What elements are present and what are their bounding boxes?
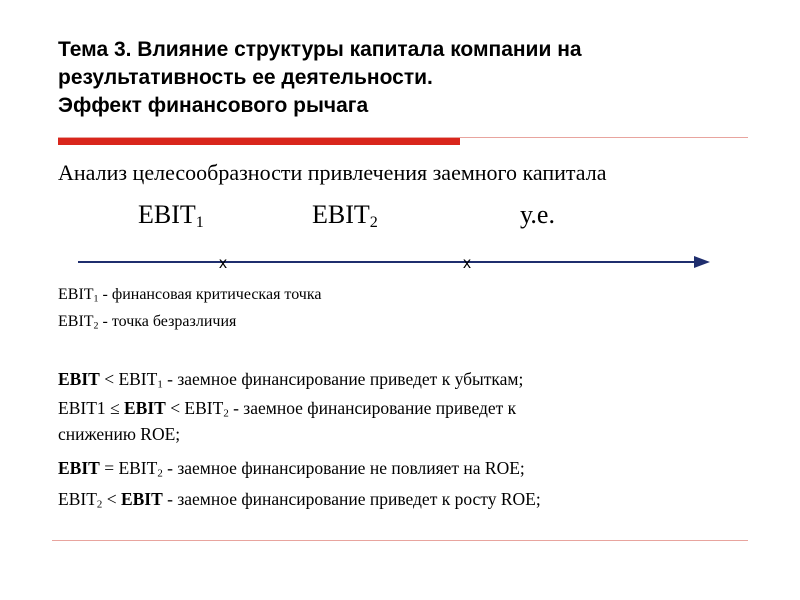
rule-roe-neutral-c: - заемное финансирование не повлияет на ROE;	[162, 458, 525, 478]
title-line-2: результативность ее деятельности.	[58, 66, 433, 89]
rule-roe-decrease-sub: 2	[223, 407, 229, 420]
ebit2-axis-label-base: EBIT	[312, 200, 370, 229]
footer-divider	[52, 540, 748, 541]
ebit1-axis-label-base: EBIT	[138, 200, 196, 229]
definition-ebit1-sub: 1	[93, 293, 99, 305]
title-line-1: Тема 3. Влияние структуры капитала компании на	[58, 38, 582, 61]
definition-ebit1-text: - финансовая критическая точка	[98, 286, 322, 303]
definition-ebit2	[58, 309, 236, 339]
ebit2-mark: x	[463, 255, 471, 272]
rule-roe-increase-sub: 2	[96, 498, 103, 511]
rule-loss-c: - заемное финансирование приведет к убыткам;	[162, 369, 524, 389]
rule-loss	[58, 366, 523, 398]
axis-arrow-head-icon	[694, 256, 710, 268]
title-line-3: Эффект финансового рычага	[58, 94, 369, 117]
rule-roe-increase-b: <	[102, 489, 121, 509]
definition-ebit2-text: - точка безразличия	[98, 313, 237, 330]
rule-roe-increase	[58, 486, 541, 518]
ebit1-axis-label-sub: 1	[195, 214, 204, 232]
ebit1-mark: x	[219, 255, 227, 272]
axis-unit-label: у.е.	[520, 200, 555, 229]
definition-ebit2-sub: 2	[93, 320, 99, 332]
rule-roe-neutral	[58, 455, 525, 487]
rule-roe-neutral-a: EBIT	[58, 458, 100, 478]
definition-ebit1-base: EBIT	[58, 286, 94, 303]
rule-loss-sub: 1	[157, 378, 163, 391]
rule-roe-neutral-sub: 2	[157, 467, 163, 480]
ebit2-axis-label-sub: 2	[369, 214, 378, 232]
rule-loss-b: < EBIT	[99, 369, 158, 389]
definition-ebit2-base: EBIT	[58, 313, 94, 330]
rule-roe-decrease-a: EBIT1 ≤	[58, 398, 124, 418]
rule-roe-decrease-b: EBIT	[123, 398, 166, 418]
rule-roe-decrease-d: - заемное финансирование приведет к	[228, 398, 517, 418]
rule-roe-increase-d: - заемное финансирование приведет к росту ROE;	[162, 489, 541, 509]
rule-loss-a: EBIT	[58, 369, 100, 389]
rule-roe-increase-c: EBIT	[120, 489, 163, 509]
rule-roe-neutral-b: = EBIT	[99, 458, 158, 478]
rule-roe-decrease-c: < EBIT	[165, 398, 224, 418]
section-subtitle: Анализ целесообразности привлечения заемного капитала	[58, 160, 607, 185]
rule-roe-increase-a: EBIT	[58, 489, 97, 509]
definition-ebit1	[58, 282, 321, 312]
rule-roe-decrease-continued: снижению ROE;	[58, 424, 181, 444]
